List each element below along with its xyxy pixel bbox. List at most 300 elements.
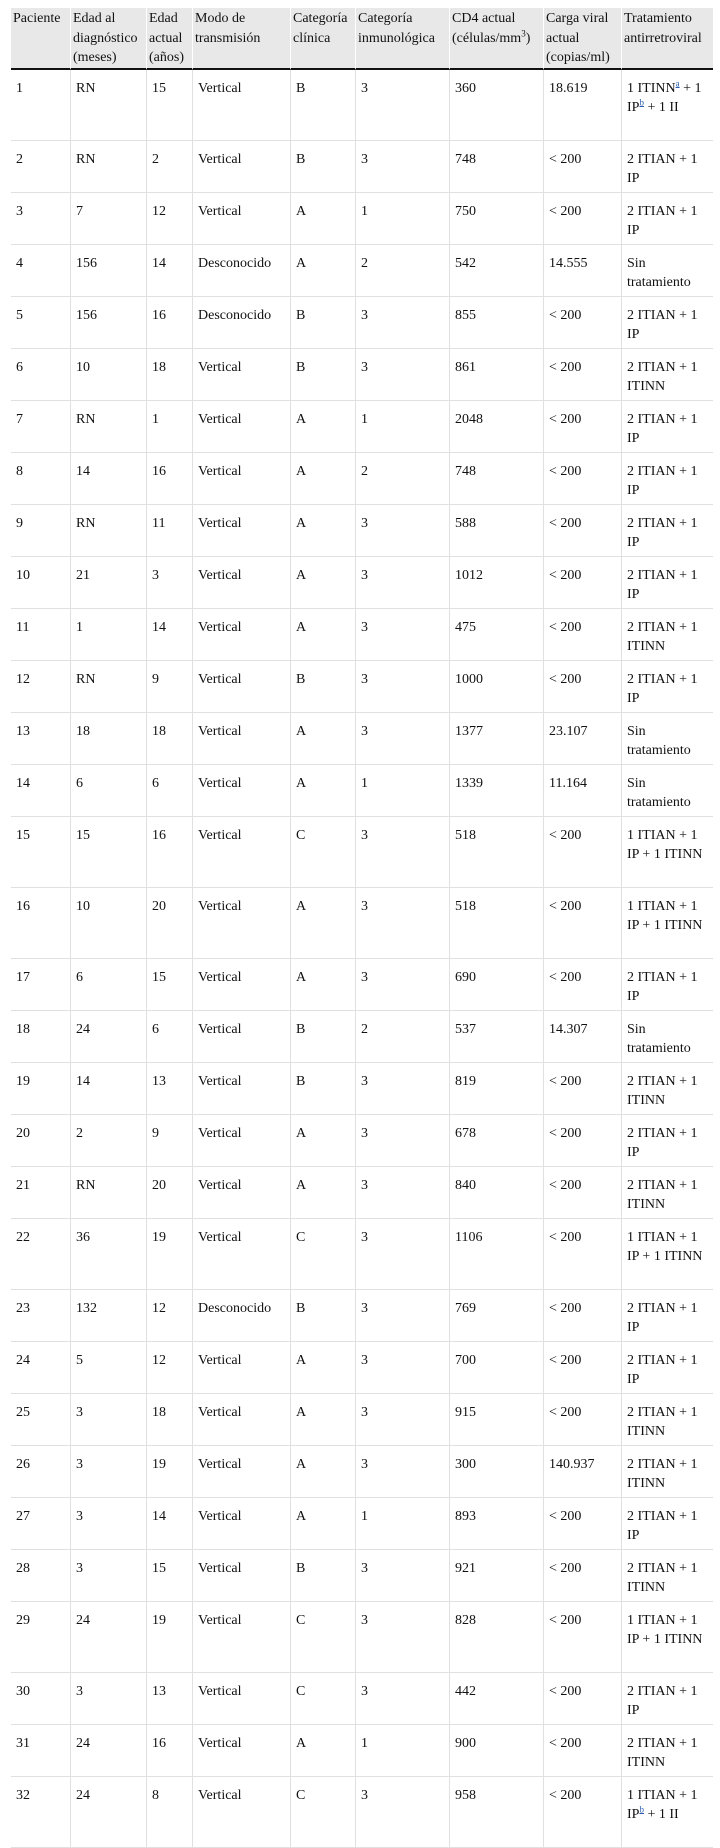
table-row [11, 1446, 713, 1498]
cell-edad-diagnostico: 156 [71, 297, 147, 349]
cell-paciente: 30 [11, 1673, 71, 1725]
cell-tratamiento: 2 ITIAN + 1 ITINN [622, 1394, 713, 1446]
cell-edad-actual: 18 [147, 1394, 193, 1446]
cell-categoria-clinica: A [291, 401, 356, 453]
cell-cd4: 861 [450, 349, 544, 401]
tratamiento-part: + 1 II [647, 100, 679, 115]
table-row [11, 1115, 713, 1167]
cell-categoria-clinica: A [291, 245, 356, 297]
cell-paciente: 23 [11, 1290, 71, 1342]
cell-edad-actual: 8 [147, 1777, 193, 1848]
table-row [11, 557, 713, 609]
cell-tratamiento: 2 ITIAN + 1 ITINN [622, 609, 713, 661]
table-row [11, 349, 713, 401]
cell-categoria-clinica: B [291, 1550, 356, 1602]
cell-edad-diagnostico: 6 [71, 765, 147, 817]
cell-modo-transmision: Vertical [193, 1498, 291, 1550]
cell-edad-diagnostico: 132 [71, 1290, 147, 1342]
cell-categoria-inmunologica: 3 [356, 297, 450, 349]
table-row [11, 1550, 713, 1602]
cell-edad-actual: 12 [147, 1290, 193, 1342]
cell-tratamiento: 2 ITIAN + 1 ITINN [622, 1550, 713, 1602]
cell-edad-actual: 18 [147, 713, 193, 765]
cell-carga-viral: < 200 [544, 1115, 622, 1167]
cell-categoria-inmunologica: 3 [356, 1602, 450, 1673]
cell-cd4: 518 [450, 817, 544, 888]
table-row [11, 1725, 713, 1777]
cell-tratamiento: 2 ITIAN + 1 IP [622, 959, 713, 1011]
cell-categoria-clinica: A [291, 959, 356, 1011]
table-row [11, 1167, 713, 1219]
cell-categoria-clinica: C [291, 1602, 356, 1673]
table-row [11, 1602, 713, 1673]
cell-modo-transmision: Desconocido [193, 245, 291, 297]
cell-edad-diagnostico: 14 [71, 453, 147, 505]
cell-edad-actual: 16 [147, 817, 193, 888]
tratamiento-part: 1 ITINN [627, 80, 676, 96]
cell-paciente: 6 [11, 349, 71, 401]
cell-categoria-clinica: B [291, 1011, 356, 1063]
cell-categoria-inmunologica: 3 [356, 505, 450, 557]
cell-categoria-inmunologica: 3 [356, 141, 450, 193]
cell-tratamiento: Sin tratamiento [622, 245, 713, 297]
cell-tratamiento: 2 ITIAN + 1 IP [622, 661, 713, 713]
cell-modo-transmision: Vertical [193, 609, 291, 661]
cell-categoria-clinica: A [291, 1498, 356, 1550]
header-categoria-inmunologica: Categoría inmunológica [356, 8, 450, 70]
cell-carga-viral: 18.619 [544, 70, 622, 141]
cell-modo-transmision: Vertical [193, 1446, 291, 1498]
cell-modo-transmision: Vertical [193, 713, 291, 765]
footnote-b-link[interactable]: b [639, 1804, 644, 1815]
cell-cd4: 748 [450, 141, 544, 193]
cell-cd4: 360 [450, 70, 544, 141]
cell-tratamiento: 1 ITIAN + 1 IP + 1 ITINN [622, 1219, 713, 1290]
cell-tratamiento: 2 ITIAN + 1 ITINN [622, 1446, 713, 1498]
cell-edad-actual: 16 [147, 297, 193, 349]
cell-cd4: 900 [450, 1725, 544, 1777]
cell-cd4: 750 [450, 193, 544, 245]
cell-edad-diagnostico: 3 [71, 1673, 147, 1725]
cell-categoria-inmunologica: 3 [356, 1777, 450, 1848]
table-row [11, 661, 713, 713]
cell-carga-viral: < 200 [544, 1550, 622, 1602]
cell-paciente: 32 [11, 1777, 71, 1848]
cell-paciente: 15 [11, 817, 71, 888]
cell-categoria-inmunologica: 1 [356, 401, 450, 453]
cell-edad-actual: 18 [147, 349, 193, 401]
cell-tratamiento: 2 ITIAN + 1 ITINN [622, 1725, 713, 1777]
cell-modo-transmision: Vertical [193, 141, 291, 193]
cell-carga-viral: < 200 [544, 888, 622, 959]
cell-tratamiento: 2 ITIAN + 1 IP [622, 557, 713, 609]
cell-modo-transmision: Vertical [193, 1219, 291, 1290]
cell-modo-transmision: Vertical [193, 1777, 291, 1848]
cell-edad-diagnostico: RN [71, 141, 147, 193]
cell-modo-transmision: Vertical [193, 765, 291, 817]
cell-paciente: 20 [11, 1115, 71, 1167]
cell-tratamiento: 2 ITIAN + 1 ITINN [622, 1063, 713, 1115]
table-row [11, 1342, 713, 1394]
cell-edad-actual: 15 [147, 959, 193, 1011]
cell-carga-viral: < 200 [544, 193, 622, 245]
header-carga-viral: Carga viral actual (copias/ml) [544, 8, 622, 70]
cell-categoria-clinica: A [291, 1167, 356, 1219]
patients-table [11, 8, 713, 1848]
cell-edad-diagnostico: 10 [71, 349, 147, 401]
cell-edad-diagnostico: RN [71, 1167, 147, 1219]
cell-edad-diagnostico: 156 [71, 245, 147, 297]
header-edad-actual: Edad actual (años) [147, 8, 193, 70]
cell-edad-actual: 6 [147, 765, 193, 817]
cell-cd4: 1012 [450, 557, 544, 609]
cell-categoria-clinica: A [291, 1446, 356, 1498]
cell-cd4: 537 [450, 1011, 544, 1063]
table-row [11, 401, 713, 453]
cell-tratamiento: 2 ITIAN + 1 IP [622, 401, 713, 453]
cell-modo-transmision: Vertical [193, 888, 291, 959]
table-row [11, 453, 713, 505]
cell-categoria-clinica: B [291, 661, 356, 713]
cell-cd4: 700 [450, 1342, 544, 1394]
cell-categoria-clinica: A [291, 1115, 356, 1167]
cell-categoria-inmunologica: 3 [356, 888, 450, 959]
cell-edad-actual: 14 [147, 245, 193, 297]
cell-edad-actual: 1 [147, 401, 193, 453]
table-row [11, 1063, 713, 1115]
cell-modo-transmision: Vertical [193, 1602, 291, 1673]
cell-modo-transmision: Vertical [193, 193, 291, 245]
cell-edad-diagnostico: 24 [71, 1725, 147, 1777]
cell-edad-diagnostico: 7 [71, 193, 147, 245]
cell-carga-viral: < 200 [544, 505, 622, 557]
header-tratamiento: Tratamiento antirretroviral [622, 8, 713, 70]
cell-categoria-inmunologica: 3 [356, 1446, 450, 1498]
cell-edad-actual: 19 [147, 1219, 193, 1290]
cell-categoria-clinica: A [291, 1394, 356, 1446]
cell-paciente: 4 [11, 245, 71, 297]
cell-categoria-inmunologica: 3 [356, 1167, 450, 1219]
cell-cd4: 690 [450, 959, 544, 1011]
cell-modo-transmision: Vertical [193, 817, 291, 888]
cell-categoria-inmunologica: 3 [356, 557, 450, 609]
table-wrapper [11, 8, 713, 1848]
cell-edad-actual: 20 [147, 1167, 193, 1219]
cell-categoria-inmunologica: 3 [356, 609, 450, 661]
cell-paciente: 3 [11, 193, 71, 245]
cell-carga-viral: < 200 [544, 1063, 622, 1115]
cell-edad-actual: 20 [147, 888, 193, 959]
cell-carga-viral: 140.937 [544, 1446, 622, 1498]
cell-modo-transmision: Vertical [193, 1725, 291, 1777]
cell-carga-viral: < 200 [544, 817, 622, 888]
cell-tratamiento: 2 ITIAN + 1 IP [622, 1673, 713, 1725]
cell-edad-diagnostico: 18 [71, 713, 147, 765]
cell-carga-viral: < 200 [544, 297, 622, 349]
table-row [11, 888, 713, 959]
cell-edad-diagnostico: 24 [71, 1011, 147, 1063]
cell-modo-transmision: Vertical [193, 70, 291, 141]
cell-paciente: 25 [11, 1394, 71, 1446]
header-cd4-actual [450, 8, 544, 70]
cell-categoria-inmunologica: 3 [356, 1550, 450, 1602]
cell-tratamiento [622, 70, 713, 141]
cell-categoria-clinica: A [291, 453, 356, 505]
cell-categoria-inmunologica: 3 [356, 713, 450, 765]
header-cd4-superscript: 3 [521, 27, 526, 38]
cell-categoria-inmunologica: 3 [356, 1342, 450, 1394]
cell-edad-diagnostico: 21 [71, 557, 147, 609]
cell-paciente: 24 [11, 1342, 71, 1394]
cell-modo-transmision: Vertical [193, 401, 291, 453]
cell-carga-viral: < 200 [544, 349, 622, 401]
cell-modo-transmision: Vertical [193, 505, 291, 557]
cell-edad-actual: 14 [147, 1498, 193, 1550]
cell-modo-transmision: Vertical [193, 1673, 291, 1725]
cell-cd4: 1377 [450, 713, 544, 765]
cell-edad-diagnostico: 36 [71, 1219, 147, 1290]
cell-edad-actual: 15 [147, 70, 193, 141]
cell-edad-actual: 14 [147, 609, 193, 661]
cell-categoria-clinica: B [291, 1290, 356, 1342]
cell-carga-viral: < 200 [544, 401, 622, 453]
cell-cd4: 828 [450, 1602, 544, 1673]
cell-edad-actual: 6 [147, 1011, 193, 1063]
header-categoria-clinica: Categoría clínica [291, 8, 356, 70]
cell-edad-diagnostico: 6 [71, 959, 147, 1011]
cell-tratamiento: Sin tratamiento [622, 713, 713, 765]
cell-categoria-clinica: C [291, 1219, 356, 1290]
cell-carga-viral: < 200 [544, 557, 622, 609]
cell-modo-transmision: Desconocido [193, 1290, 291, 1342]
cell-categoria-clinica: A [291, 609, 356, 661]
cell-categoria-clinica: B [291, 349, 356, 401]
cell-cd4: 542 [450, 245, 544, 297]
cell-categoria-inmunologica: 3 [356, 1673, 450, 1725]
footnote-b-link[interactable]: b [639, 97, 644, 108]
cell-carga-viral: < 200 [544, 609, 622, 661]
cell-edad-diagnostico: 3 [71, 1446, 147, 1498]
table-row [11, 1394, 713, 1446]
cell-paciente: 31 [11, 1725, 71, 1777]
cell-edad-diagnostico: 3 [71, 1394, 147, 1446]
cell-tratamiento [622, 1777, 713, 1848]
cell-edad-actual: 19 [147, 1602, 193, 1673]
cell-cd4: 1339 [450, 765, 544, 817]
cell-categoria-clinica: A [291, 888, 356, 959]
table-body [11, 70, 713, 1848]
table-row [11, 817, 713, 888]
cell-tratamiento: 1 ITIAN + 1 IP + 1 ITINN [622, 1602, 713, 1673]
table-row [11, 297, 713, 349]
cell-modo-transmision: Vertical [193, 1550, 291, 1602]
cell-tratamiento: 2 ITIAN + 1 ITINN [622, 1167, 713, 1219]
table-row [11, 1011, 713, 1063]
cell-categoria-inmunologica: 3 [356, 1290, 450, 1342]
cell-cd4: 855 [450, 297, 544, 349]
cell-categoria-clinica: A [291, 1342, 356, 1394]
cell-carga-viral: < 200 [544, 1498, 622, 1550]
cell-carga-viral: < 200 [544, 1167, 622, 1219]
cell-paciente: 10 [11, 557, 71, 609]
table-row [11, 1290, 713, 1342]
cell-paciente: 5 [11, 297, 71, 349]
cell-cd4: 588 [450, 505, 544, 557]
cell-edad-actual: 11 [147, 505, 193, 557]
cell-modo-transmision: Vertical [193, 959, 291, 1011]
cell-tratamiento: Sin tratamiento [622, 1011, 713, 1063]
header-edad-diagnostico: Edad al diagnóstico (meses) [71, 8, 147, 70]
cell-edad-diagnostico: RN [71, 661, 147, 713]
cell-paciente: 7 [11, 401, 71, 453]
cell-cd4: 893 [450, 1498, 544, 1550]
cell-edad-diagnostico: RN [71, 401, 147, 453]
cell-tratamiento: 2 ITIAN + 1 IP [622, 1498, 713, 1550]
cell-carga-viral: < 200 [544, 959, 622, 1011]
cell-tratamiento: 2 ITIAN + 1 IP [622, 141, 713, 193]
cell-cd4: 678 [450, 1115, 544, 1167]
cell-categoria-inmunologica: 2 [356, 1011, 450, 1063]
cell-categoria-clinica: A [291, 193, 356, 245]
cell-tratamiento: 1 ITIAN + 1 IP + 1 ITINN [622, 817, 713, 888]
cell-cd4: 748 [450, 453, 544, 505]
cell-edad-diagnostico: 24 [71, 1602, 147, 1673]
cell-paciente: 13 [11, 713, 71, 765]
table-row [11, 609, 713, 661]
cell-tratamiento: Sin tratamiento [622, 765, 713, 817]
cell-modo-transmision: Vertical [193, 453, 291, 505]
cell-paciente: 14 [11, 765, 71, 817]
footnote-a-link[interactable]: a [675, 77, 680, 88]
cell-carga-viral: < 200 [544, 1342, 622, 1394]
cell-categoria-inmunologica: 3 [356, 1063, 450, 1115]
cell-carga-viral: < 200 [544, 453, 622, 505]
cell-categoria-inmunologica: 3 [356, 1115, 450, 1167]
cell-carga-viral: < 200 [544, 141, 622, 193]
cell-cd4: 1000 [450, 661, 544, 713]
cell-carga-viral: 23.107 [544, 713, 622, 765]
cell-edad-diagnostico: RN [71, 70, 147, 141]
cell-categoria-clinica: A [291, 1725, 356, 1777]
cell-edad-actual: 12 [147, 193, 193, 245]
cell-edad-diagnostico: 15 [71, 817, 147, 888]
tratamiento-part: 1 ITIAN + 1 IP [627, 1787, 698, 1822]
cell-paciente: 18 [11, 1011, 71, 1063]
cell-paciente: 19 [11, 1063, 71, 1115]
cell-tratamiento: 2 ITIAN + 1 IP [622, 1290, 713, 1342]
cell-paciente: 16 [11, 888, 71, 959]
cell-cd4: 442 [450, 1673, 544, 1725]
cell-edad-actual: 9 [147, 1115, 193, 1167]
header-paciente: Paciente [11, 8, 71, 70]
cell-edad-actual: 16 [147, 453, 193, 505]
cell-categoria-clinica: C [291, 1777, 356, 1848]
cell-categoria-inmunologica: 3 [356, 349, 450, 401]
cell-carga-viral: 14.555 [544, 245, 622, 297]
cell-categoria-inmunologica: 3 [356, 661, 450, 713]
cell-tratamiento: 2 ITIAN + 1 IP [622, 193, 713, 245]
cell-cd4: 518 [450, 888, 544, 959]
cell-categoria-clinica: A [291, 713, 356, 765]
cell-paciente: 1 [11, 70, 71, 141]
cell-tratamiento: 2 ITIAN + 1 ITINN [622, 349, 713, 401]
header-row [11, 8, 713, 70]
cell-tratamiento: 2 ITIAN + 1 IP [622, 1342, 713, 1394]
cell-carga-viral: < 200 [544, 1394, 622, 1446]
cell-edad-actual: 13 [147, 1673, 193, 1725]
table-row [11, 1219, 713, 1290]
cell-edad-diagnostico: 10 [71, 888, 147, 959]
cell-carga-viral: < 200 [544, 1777, 622, 1848]
cell-edad-diagnostico: 1 [71, 609, 147, 661]
cell-paciente: 17 [11, 959, 71, 1011]
cell-carga-viral: < 200 [544, 661, 622, 713]
cell-edad-actual: 12 [147, 1342, 193, 1394]
header-cd4-close: ) [525, 30, 531, 46]
cell-edad-actual: 9 [147, 661, 193, 713]
cell-paciente: 12 [11, 661, 71, 713]
cell-categoria-inmunologica: 3 [356, 959, 450, 1011]
cell-categoria-clinica: C [291, 1673, 356, 1725]
cell-tratamiento: 2 ITIAN + 1 IP [622, 505, 713, 557]
cell-edad-diagnostico: RN [71, 505, 147, 557]
tratamiento-part: + 1 IP [627, 80, 702, 115]
cell-cd4: 769 [450, 1290, 544, 1342]
cell-paciente: 26 [11, 1446, 71, 1498]
cell-carga-viral: < 200 [544, 1602, 622, 1673]
cell-paciente: 27 [11, 1498, 71, 1550]
cell-categoria-inmunologica: 2 [356, 453, 450, 505]
cell-tratamiento: 1 ITIAN + 1 IP + 1 ITINN [622, 888, 713, 959]
cell-paciente: 21 [11, 1167, 71, 1219]
table-row [11, 765, 713, 817]
cell-categoria-inmunologica: 1 [356, 193, 450, 245]
cell-edad-diagnostico: 24 [71, 1777, 147, 1848]
cell-categoria-inmunologica: 1 [356, 1498, 450, 1550]
cell-modo-transmision: Vertical [193, 1011, 291, 1063]
cell-edad-diagnostico: 3 [71, 1498, 147, 1550]
cell-edad-actual: 19 [147, 1446, 193, 1498]
cell-carga-viral: < 200 [544, 1219, 622, 1290]
cell-carga-viral: < 200 [544, 1290, 622, 1342]
cell-modo-transmision: Vertical [193, 661, 291, 713]
cell-cd4: 819 [450, 1063, 544, 1115]
cell-paciente: 22 [11, 1219, 71, 1290]
cell-edad-actual: 16 [147, 1725, 193, 1777]
cell-edad-diagnostico: 3 [71, 1550, 147, 1602]
cell-carga-viral: < 200 [544, 1673, 622, 1725]
cell-tratamiento: 2 ITIAN + 1 IP [622, 297, 713, 349]
cell-edad-actual: 15 [147, 1550, 193, 1602]
table-row [11, 1673, 713, 1725]
cell-modo-transmision: Vertical [193, 557, 291, 609]
cell-categoria-clinica: B [291, 141, 356, 193]
cell-modo-transmision: Vertical [193, 1342, 291, 1394]
cell-edad-diagnostico: 5 [71, 1342, 147, 1394]
cell-modo-transmision: Vertical [193, 1394, 291, 1446]
cell-paciente: 28 [11, 1550, 71, 1602]
table-row [11, 959, 713, 1011]
cell-modo-transmision: Vertical [193, 1063, 291, 1115]
cell-cd4: 840 [450, 1167, 544, 1219]
cell-paciente: 9 [11, 505, 71, 557]
cell-categoria-clinica: A [291, 505, 356, 557]
cell-cd4: 2048 [450, 401, 544, 453]
cell-paciente: 2 [11, 141, 71, 193]
table-row [11, 193, 713, 245]
cell-cd4: 475 [450, 609, 544, 661]
cell-paciente: 29 [11, 1602, 71, 1673]
